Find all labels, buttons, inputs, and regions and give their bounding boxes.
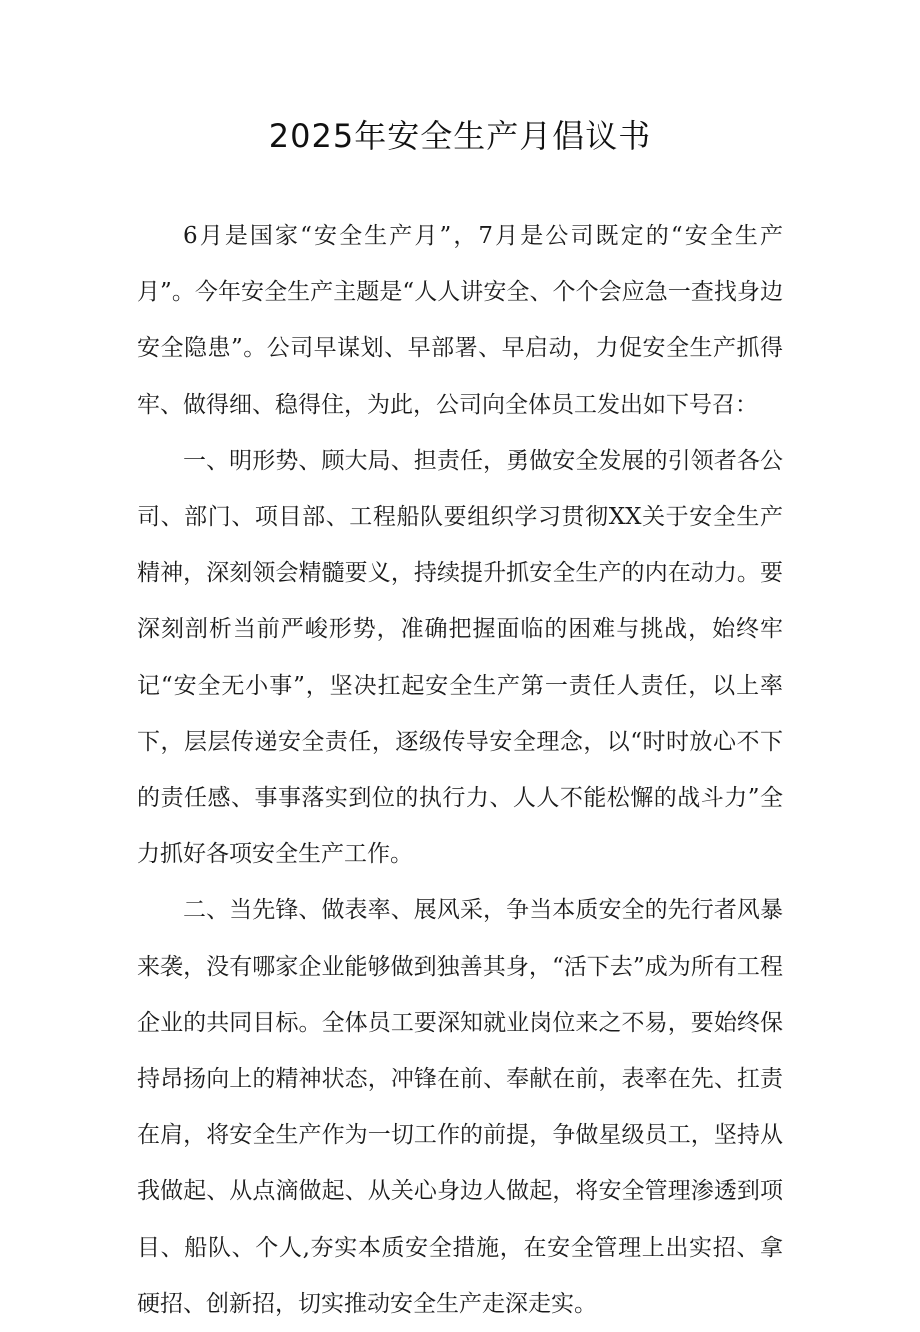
- paragraph-section-two: 二、当先锋、做表率、展风采，争当本质安全的先行者风暴来袭，没有哪家企业能够做到独善其身，“活下去”成为所有工程企业的共同目标。全体员工要深知就业岗位来之不易，要始终保持昂扬向上的精神状态，冲锋在前、奉献在前，表率在先、扛责在肩，将安全生产作为一切工作的前提，争做星级员工，坚持从我做起、从点滴做起、从关心身边人做起，将安全管理渗透到项目、船队、个人,夯实本质安全措施，在安全管理上出实招、拿硬招、创新招，切实推动安全生产走深走实。: [137, 897, 783, 1317]
- paragraph-intro: 6月是国家“安全生产月”，7月是公司既定的“安全生产月”。今年安全生产主题是“人人讲安全、个个会应急一查找身边安全隐患”。公司早谋划、早部署、早启动，力促安全生产抓得牢、做得细、稳得住，为此，公司向全体员工发出如下号召：: [137, 223, 783, 418]
- paragraph-section-one: 一、明形势、顾大局、担责任，勇做安全发展的引领者各公司、部门、项目部、工程船队要组织学习贯彻XX关于安全生产精神，深刻领会精髓要义，持续提升抓安全生产的内在动力。要深刻剖析当前严峻形势，准确把握面临的困难与挑战，始终牢记“安全无小事”，坚决扛起安全生产第一责任人责任，以上率下，层层传递安全责任，逐级传导安全理念，以“时时放心不下的责任感、事事落实到位的执行力、人人不能松懈的战斗力”全力抓好各项安全生产工作。: [137, 447, 783, 868]
- document-body: [137, 208, 783, 1332]
- document-title: 2025年安全生产月倡议书: [268, 117, 652, 155]
